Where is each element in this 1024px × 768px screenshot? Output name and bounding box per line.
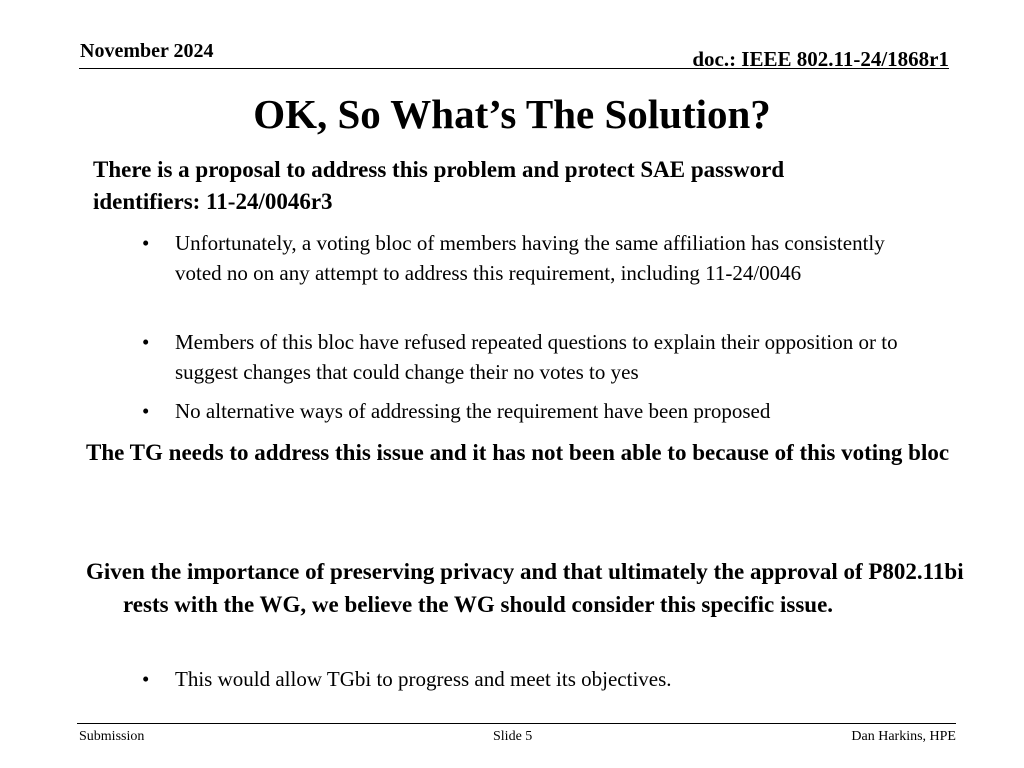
header-doc-id: doc.: IEEE 802.11-24/1868r1 [692, 47, 949, 71]
bullet-text: Unfortunately, a voting bloc of members having the same affiliation has consistently voted no on any attempt to address this requirement, including 11-24/0046 [175, 231, 885, 285]
conclusion-paragraph: Given the importance of preserving privacy and that ultimately the approval of P802.11bi rests with the WG, we believe the WG should consider this specific issue. [86, 559, 964, 617]
header-date: November 2024 [80, 40, 214, 62]
list-item [142, 664, 935, 694]
footer-submission: Submission [79, 729, 145, 744]
bullet-text: Members of this bloc have refused repeated questions to explain their opposition or to suggest changes that could change their no votes to yes [175, 330, 898, 384]
footer-divider [77, 723, 956, 724]
bullet-icon: • [142, 667, 150, 691]
footer-slide-number: Slide 5 [493, 729, 533, 744]
footer-author: Dan Harkins, HPE [851, 729, 956, 744]
slide-title: OK, So What’s The Solution? [253, 91, 771, 137]
bullet-icon: • [142, 399, 150, 423]
bullet-icon: • [142, 330, 150, 354]
list-item [142, 396, 935, 426]
list-item [142, 327, 935, 387]
tg-statement: The TG needs to address this issue and it has not been able to because of this voting bloc [86, 440, 950, 465]
bullet-icon: • [142, 231, 150, 255]
list-item [142, 228, 935, 288]
intro-paragraph: There is a proposal to address this problem and protect SAE password identifiers: 11-24/0046r3 [93, 157, 785, 214]
header-divider [79, 68, 949, 69]
bullet-text: No alternative ways of addressing the requirement have been proposed [175, 399, 771, 423]
bullet-text: This would allow TGbi to progress and meet its objectives. [175, 667, 672, 691]
